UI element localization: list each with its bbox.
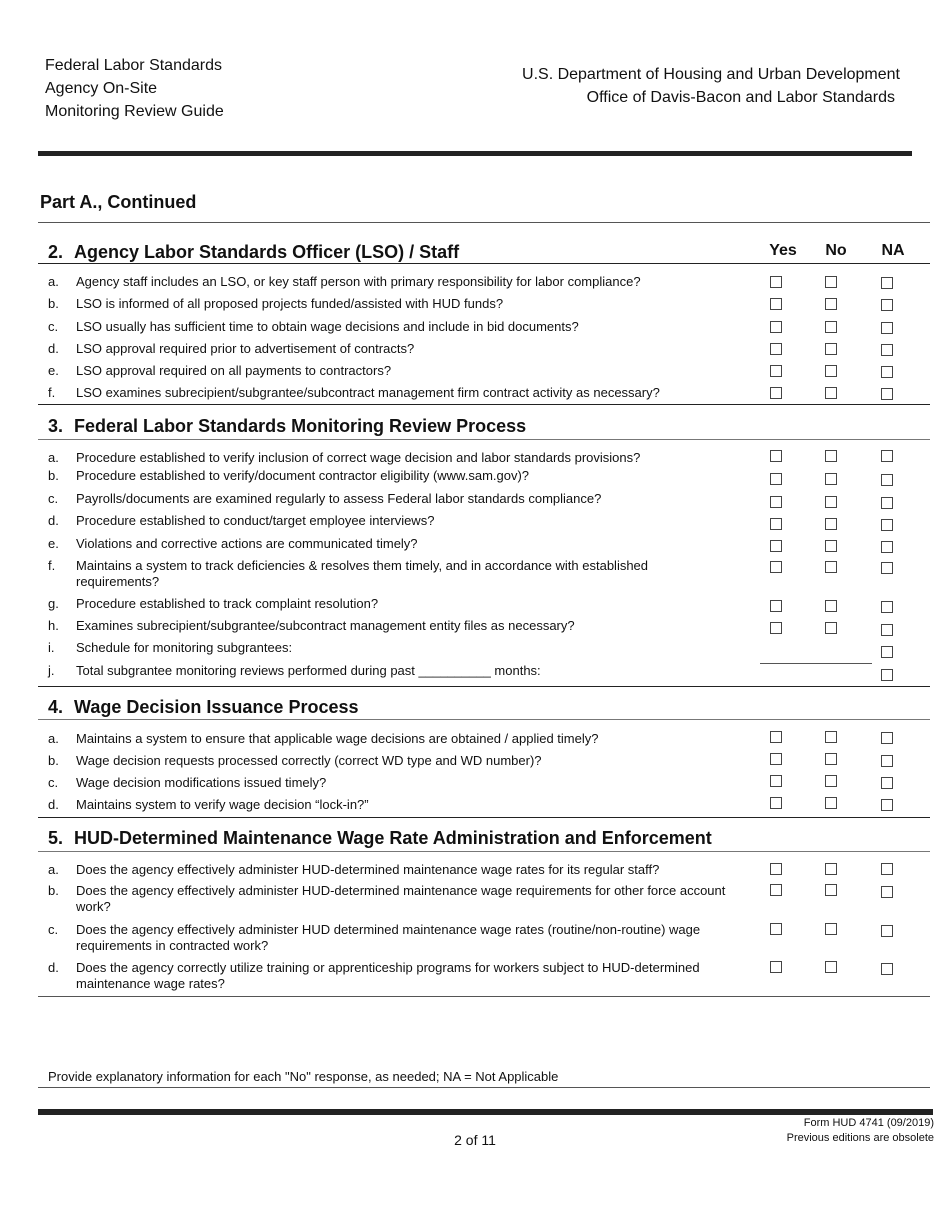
item-text: Violations and corrective actions are communicated timely? — [76, 536, 418, 551]
item-letter: g. — [48, 596, 59, 611]
item-letter: f. — [48, 385, 56, 400]
item-text: Does the agency effectively administer HUD-determined maintenance wage rates for its regular staff? — [76, 862, 660, 877]
na-checkbox[interactable] — [881, 322, 893, 334]
no-checkbox[interactable] — [825, 884, 837, 896]
na-checkbox[interactable] — [881, 277, 893, 289]
no-checkbox[interactable] — [825, 753, 837, 765]
item-letter: b. — [48, 753, 59, 768]
no-checkbox[interactable] — [825, 343, 837, 355]
item-text: Wage decision modifications issued timely? — [76, 775, 327, 790]
section-number: 5. — [48, 828, 64, 848]
form-identifier — [787, 1116, 934, 1146]
obsolete-note: Previous editions are obsolete — [786, 1132, 934, 1144]
item-letter: j. — [48, 663, 55, 678]
yes-checkbox[interactable] — [770, 387, 782, 399]
section-rule — [38, 439, 930, 440]
no-checkbox[interactable] — [825, 600, 837, 612]
yes-checkbox[interactable] — [770, 450, 782, 462]
yes-checkbox[interactable] — [770, 496, 782, 508]
form-number: Form HUD 4741 (09/2019) — [803, 1117, 934, 1129]
yes-checkbox[interactable] — [770, 518, 782, 530]
column-header-yes: Yes — [769, 242, 797, 259]
section-rule — [38, 996, 930, 997]
section-rule — [38, 686, 930, 687]
item-letter: a. — [48, 274, 59, 289]
header-rule — [38, 151, 912, 156]
section-rule — [38, 851, 930, 852]
section-number: 2. — [48, 242, 64, 262]
explanatory-note: Provide explanatory information for each "No" response, as needed; NA = Not Applicable — [48, 1069, 559, 1084]
item-text: LSO is informed of all proposed projects funded/assisted with HUD funds? — [76, 296, 504, 311]
no-checkbox[interactable] — [825, 298, 837, 310]
item-text: Does the agency effectively administer HUD determined maintenance wage rates (routine/non-routine) wage requirements in contracted work? — [76, 922, 701, 953]
item-text: Maintains system to verify wage decision “lock-in?” — [76, 797, 369, 812]
section-title: Federal Labor Standards Monitoring Review Process — [74, 416, 527, 436]
section-rule — [38, 263, 930, 264]
yes-checkbox[interactable] — [770, 797, 782, 809]
no-checkbox[interactable] — [825, 321, 837, 333]
yes-checkbox[interactable] — [770, 276, 782, 288]
item-letter: b. — [48, 883, 59, 898]
no-checkbox[interactable] — [825, 961, 837, 973]
na-checkbox[interactable] — [881, 963, 893, 975]
item-text: Agency staff includes an LSO, or key staff person with primary responsibility for labor compliance? — [76, 274, 641, 289]
no-checkbox[interactable] — [825, 540, 837, 552]
item-letter: b. — [48, 296, 59, 311]
na-checkbox[interactable] — [881, 388, 893, 400]
yes-checkbox[interactable] — [770, 775, 782, 787]
item-text: Does the agency effectively administer HUD-determined maintenance wage requirements for other force account work? — [76, 883, 726, 914]
item-text: Total subgrantee monitoring reviews performed during past __________ months: — [76, 663, 541, 678]
page-number: 2 of 11 — [454, 1132, 496, 1148]
no-checkbox[interactable] — [825, 797, 837, 809]
header-right-line-1: U.S. Department of Housing and Urban Development — [522, 66, 900, 83]
header-left-line-2: Agency On-Site — [45, 80, 158, 97]
item-text: Does the agency correctly utilize training or apprenticeship programs for workers subject to HUD-determined maintenance wage rates? — [76, 960, 700, 991]
na-checkbox[interactable] — [881, 863, 893, 875]
item-text: Maintains a system to track deficiencies & resolves them timely, and in accordance with established requirements? — [76, 558, 649, 589]
na-checkbox[interactable] — [881, 669, 893, 681]
no-checkbox[interactable] — [825, 923, 837, 935]
yes-checkbox[interactable] — [770, 298, 782, 310]
item-text: Schedule for monitoring subgrantees: — [76, 640, 293, 655]
na-checkbox[interactable] — [881, 777, 893, 789]
answer-underline[interactable] — [760, 663, 872, 664]
na-checkbox[interactable] — [881, 732, 893, 744]
footer-rule — [38, 1109, 933, 1115]
item-text: Procedure established to verify inclusion of correct wage decision and labor standards provisions? — [76, 450, 641, 465]
section-rule — [38, 817, 930, 818]
no-checkbox[interactable] — [825, 518, 837, 530]
item-letter: d. — [48, 797, 59, 812]
na-checkbox[interactable] — [881, 646, 893, 658]
item-letter: a. — [48, 731, 59, 746]
item-letter: b. — [48, 468, 59, 483]
item-letter: c. — [48, 319, 59, 334]
item-text: LSO approval required prior to advertisement of contracts? — [76, 341, 415, 356]
section-number: 3. — [48, 416, 64, 436]
item-text: Procedure established to verify/document contractor eligibility (www.sam.gov)? — [76, 468, 530, 483]
na-checkbox[interactable] — [881, 925, 893, 937]
yes-checkbox[interactable] — [770, 600, 782, 612]
section-title: HUD-Determined Maintenance Wage Rate Administration and Enforcement — [74, 828, 712, 848]
section-5-heading — [48, 828, 712, 849]
na-checkbox[interactable] — [881, 474, 893, 486]
na-checkbox[interactable] — [881, 755, 893, 767]
na-checkbox[interactable] — [881, 299, 893, 311]
header-left-line-1: Federal Labor Standards — [45, 57, 222, 74]
item-text: Procedure established to conduct/target employee interviews? — [76, 513, 435, 528]
item-text: Maintains a system to ensure that applicable wage decisions are obtained / applied timely? — [76, 731, 599, 746]
item-letter: e. — [48, 536, 59, 551]
no-checkbox[interactable] — [825, 365, 837, 377]
section-3-heading — [48, 416, 526, 437]
yes-checkbox[interactable] — [770, 923, 782, 935]
na-checkbox[interactable] — [881, 450, 893, 462]
na-checkbox[interactable] — [881, 886, 893, 898]
na-checkbox[interactable] — [881, 624, 893, 636]
yes-checkbox[interactable] — [770, 343, 782, 355]
yes-checkbox[interactable] — [770, 561, 782, 573]
na-checkbox[interactable] — [881, 519, 893, 531]
na-checkbox[interactable] — [881, 799, 893, 811]
item-text: Examines subrecipient/subgrantee/subcontract management entity files as necessary? — [76, 618, 575, 633]
column-header-na: NA — [881, 242, 905, 259]
na-checkbox[interactable] — [881, 562, 893, 574]
part-rule — [38, 222, 930, 223]
item-text: Payrolls/documents are examined regularly to assess Federal labor standards compliance? — [76, 491, 602, 506]
no-checkbox[interactable] — [825, 496, 837, 508]
item-letter: f. — [48, 558, 56, 573]
na-checkbox[interactable] — [881, 601, 893, 613]
section-number: 4. — [48, 697, 64, 717]
yes-checkbox[interactable] — [770, 753, 782, 765]
section-title: Wage Decision Issuance Process — [74, 697, 359, 717]
column-header-no: No — [825, 242, 847, 259]
na-checkbox[interactable] — [881, 541, 893, 553]
item-letter: i. — [48, 640, 55, 655]
item-letter: a. — [48, 450, 59, 465]
na-checkbox[interactable] — [881, 344, 893, 356]
yes-checkbox[interactable] — [770, 473, 782, 485]
yes-checkbox[interactable] — [770, 365, 782, 377]
section-rule — [38, 719, 930, 720]
item-letter: h. — [48, 618, 59, 633]
no-checkbox[interactable] — [825, 387, 837, 399]
item-text: Procedure established to track complaint resolution? — [76, 596, 379, 611]
item-text: LSO approval required on all payments to contractors? — [76, 363, 392, 378]
yes-checkbox[interactable] — [770, 731, 782, 743]
item-letter: c. — [48, 491, 59, 506]
no-checkbox[interactable] — [825, 731, 837, 743]
item-letter: a. — [48, 862, 59, 877]
section-rule — [38, 404, 930, 405]
item-letter: d. — [48, 341, 59, 356]
section-2-heading — [48, 242, 459, 263]
na-checkbox[interactable] — [881, 366, 893, 378]
item-letter: c. — [48, 922, 59, 937]
yes-checkbox[interactable] — [770, 884, 782, 896]
no-checkbox[interactable] — [825, 863, 837, 875]
item-text: LSO examines subrecipient/subgrantee/subcontract management firm contract activity as necessary? — [76, 385, 660, 400]
part-title: Part A., Continued — [40, 192, 197, 212]
yes-checkbox[interactable] — [770, 961, 782, 973]
note-rule — [38, 1087, 930, 1088]
section-4-heading — [48, 697, 359, 718]
no-checkbox[interactable] — [825, 473, 837, 485]
item-letter: e. — [48, 363, 59, 378]
item-letter: c. — [48, 775, 59, 790]
yes-checkbox[interactable] — [770, 622, 782, 634]
item-letter: d. — [48, 513, 59, 528]
yes-checkbox[interactable] — [770, 863, 782, 875]
no-checkbox[interactable] — [825, 450, 837, 462]
yes-checkbox[interactable] — [770, 540, 782, 552]
header-right-line-2: Office of Davis-Bacon and Labor Standards — [586, 89, 895, 106]
no-checkbox[interactable] — [825, 561, 837, 573]
section-title: Agency Labor Standards Officer (LSO) / Staff — [74, 242, 460, 262]
header-left-line-3: Monitoring Review Guide — [45, 103, 224, 120]
no-checkbox[interactable] — [825, 276, 837, 288]
item-letter: d. — [48, 960, 59, 975]
item-text: Wage decision requests processed correctly (correct WD type and WD number)? — [76, 753, 542, 768]
yes-checkbox[interactable] — [770, 321, 782, 333]
item-text: LSO usually has sufficient time to obtain wage decisions and include in bid documents? — [76, 319, 579, 334]
no-checkbox[interactable] — [825, 775, 837, 787]
no-checkbox[interactable] — [825, 622, 837, 634]
na-checkbox[interactable] — [881, 497, 893, 509]
